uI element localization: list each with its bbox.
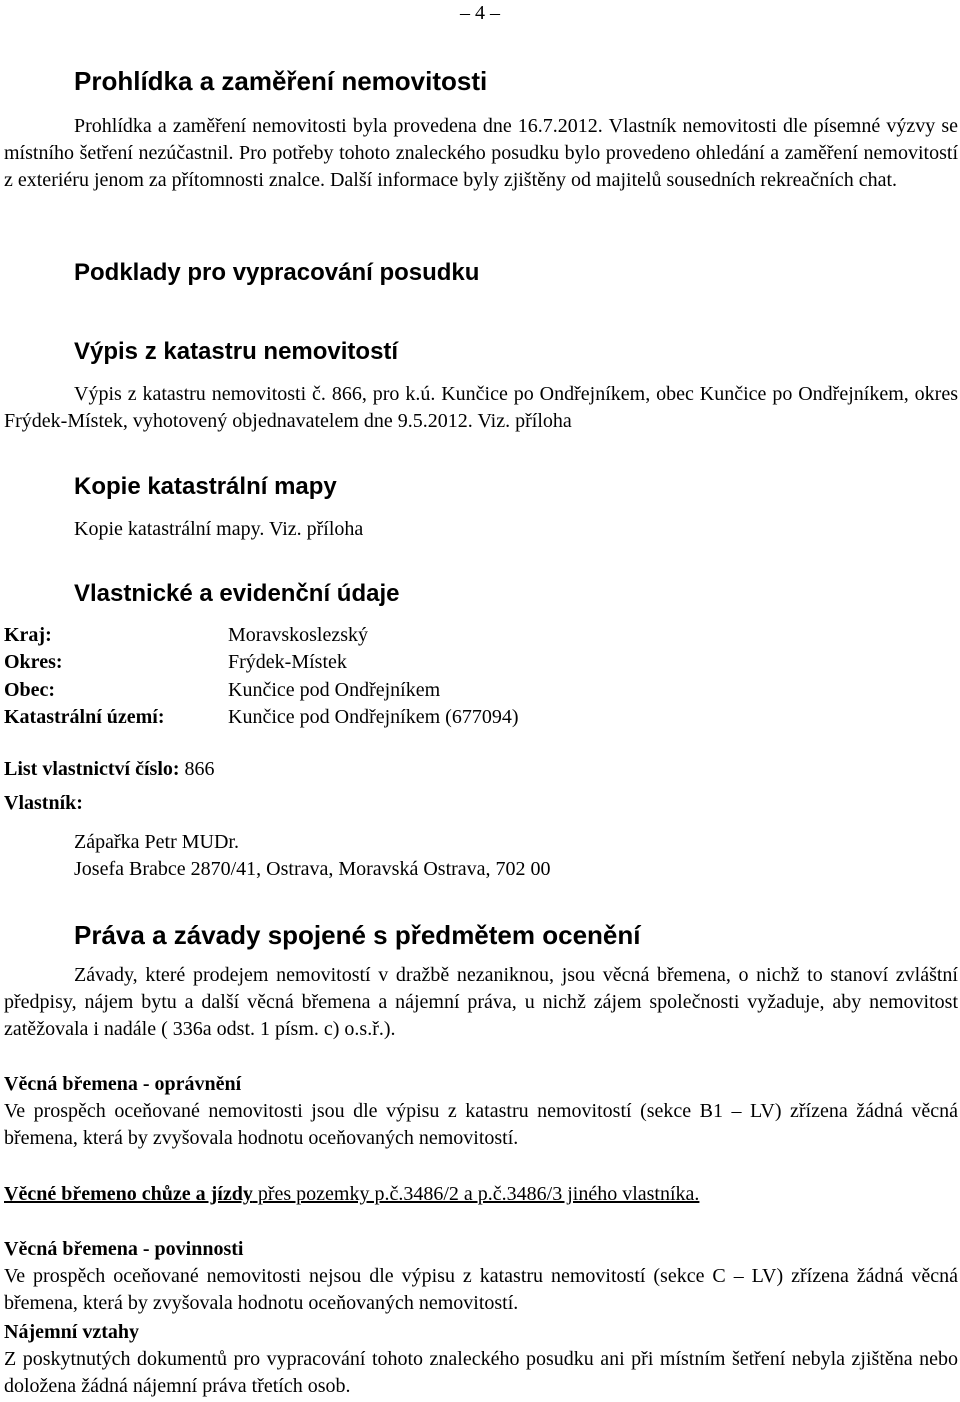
value-cadastral-area: Kunčice pod Ondřejníkem (677094) bbox=[228, 706, 519, 728]
heading-rights: Práva a závady spojené s předmětem ocenění bbox=[74, 920, 641, 950]
owner-address: Josefa Brabce 2870/41, Ostrava, Moravská Ostrava, 702 00 bbox=[74, 858, 551, 880]
access-easement bbox=[4, 1181, 958, 1208]
lv-value: 866 bbox=[179, 758, 215, 780]
access-easement-title: Věcné břemeno chůze a jízdy bbox=[4, 1183, 253, 1205]
easement-duties-label: Věcná břemena - povinnosti bbox=[4, 1238, 244, 1260]
label-region: Kraj: bbox=[4, 624, 52, 646]
value-district: Frýdek-Místek bbox=[228, 651, 347, 673]
access-easement-text: přes pozemky p.č.3486/2 a p.č.3486/3 jiného vlastníka. bbox=[252, 1183, 700, 1205]
row-district bbox=[4, 649, 904, 676]
heading-inspection: Prohlídka a zaměření nemovitosti bbox=[74, 66, 488, 96]
lease-text: Z poskytnutých dokumentů pro vypracování tohoto znaleckého posudku ani při místním šetření nebyla zjištěna nebo doložena žádná nájemní práva třetích osob. bbox=[4, 1348, 958, 1397]
easement-duties-text: Ve prospěch oceňované nemovitosti nejsou dle výpisu z katastru nemovitostí (sekce C – LV) zřízena žádná věcná břemena, která by zvyšovala hodnotu oceňovaných nemovitostí. bbox=[4, 1265, 958, 1314]
heading-ownership: Vlastnické a evidenční údaje bbox=[74, 580, 400, 607]
owner-name: Zápařka Petr MUDr. bbox=[74, 831, 239, 853]
value-region: Moravskoslezský bbox=[228, 624, 368, 646]
paragraph-cadastral-map: Kopie katastrální mapy. Viz. příloha bbox=[74, 518, 364, 540]
label-district: Okres: bbox=[4, 651, 63, 673]
easement-rights-label: Věcná břemena - oprávnění bbox=[4, 1073, 242, 1095]
row-municipality bbox=[4, 677, 904, 704]
heading-cadastre-extract: Výpis z katastru nemovitostí bbox=[74, 338, 399, 365]
heading-documents: Podklady pro vypracování posudku bbox=[74, 259, 480, 286]
paragraph-rights: Závady, které prodejem nemovitostí v dražbě nezaniknou, jsou věcná břemena, o nichž to stanoví zvláštní předpisy, nájem bytu a další věcná břemena a nájemní práva, u nichž zájem společnosti vyžaduje, aby nemovitost zatěžovala i nadále ( 336a odst. 1 písm. c) o.s.ř.). bbox=[4, 964, 958, 1040]
label-municipality: Obec: bbox=[4, 679, 56, 701]
paragraph-inspection: Prohlídka a zaměření nemovitosti byla provedena dne 16.7.2012. Vlastník nemovitosti dle písemné výzvy se místního šetření nezúčastnil. Pro potřeby tohoto znaleckého posudku bylo provedeno ohledání a zaměření nemovitostí z exteriéru jenom za přítomnosti znalce. Další informace byly zjištěny od majitelů sousedních rekreačních chat. bbox=[4, 115, 958, 191]
row-cadastral-area bbox=[4, 704, 904, 731]
value-municipality: Kunčice pod Ondřejníkem bbox=[228, 679, 441, 701]
easement-rights-text: Ve prospěch oceňované nemovitosti jsou dle výpisu z katastru nemovitostí (sekce B1 – LV) zřízena žádná věcná břemena, která by zvyšovala hodnotu oceňovaných nemovitostí. bbox=[4, 1100, 958, 1149]
page-number: – 4 – bbox=[460, 2, 500, 24]
heading-cadastral-map: Kopie katastrální mapy bbox=[74, 473, 337, 500]
paragraph-cadastre-extract: Výpis z katastru nemovitosti č. 866, pro k.ú. Kunčice po Ondřejníkem, obec Kunčice po Ondřejníkem, okres Frýdek-Místek, vyhotovený objednavatelem dne 9.5.2012. Viz. příloha bbox=[4, 383, 958, 432]
ownership-sheet-number bbox=[4, 756, 958, 783]
owner-label: Vlastník: bbox=[4, 792, 83, 814]
label-cadastral-area: Katastrální území: bbox=[4, 706, 165, 728]
lv-label: List vlastnictví číslo: bbox=[4, 758, 180, 780]
lease-label: Nájemní vztahy bbox=[4, 1321, 139, 1343]
row-region bbox=[4, 622, 904, 649]
